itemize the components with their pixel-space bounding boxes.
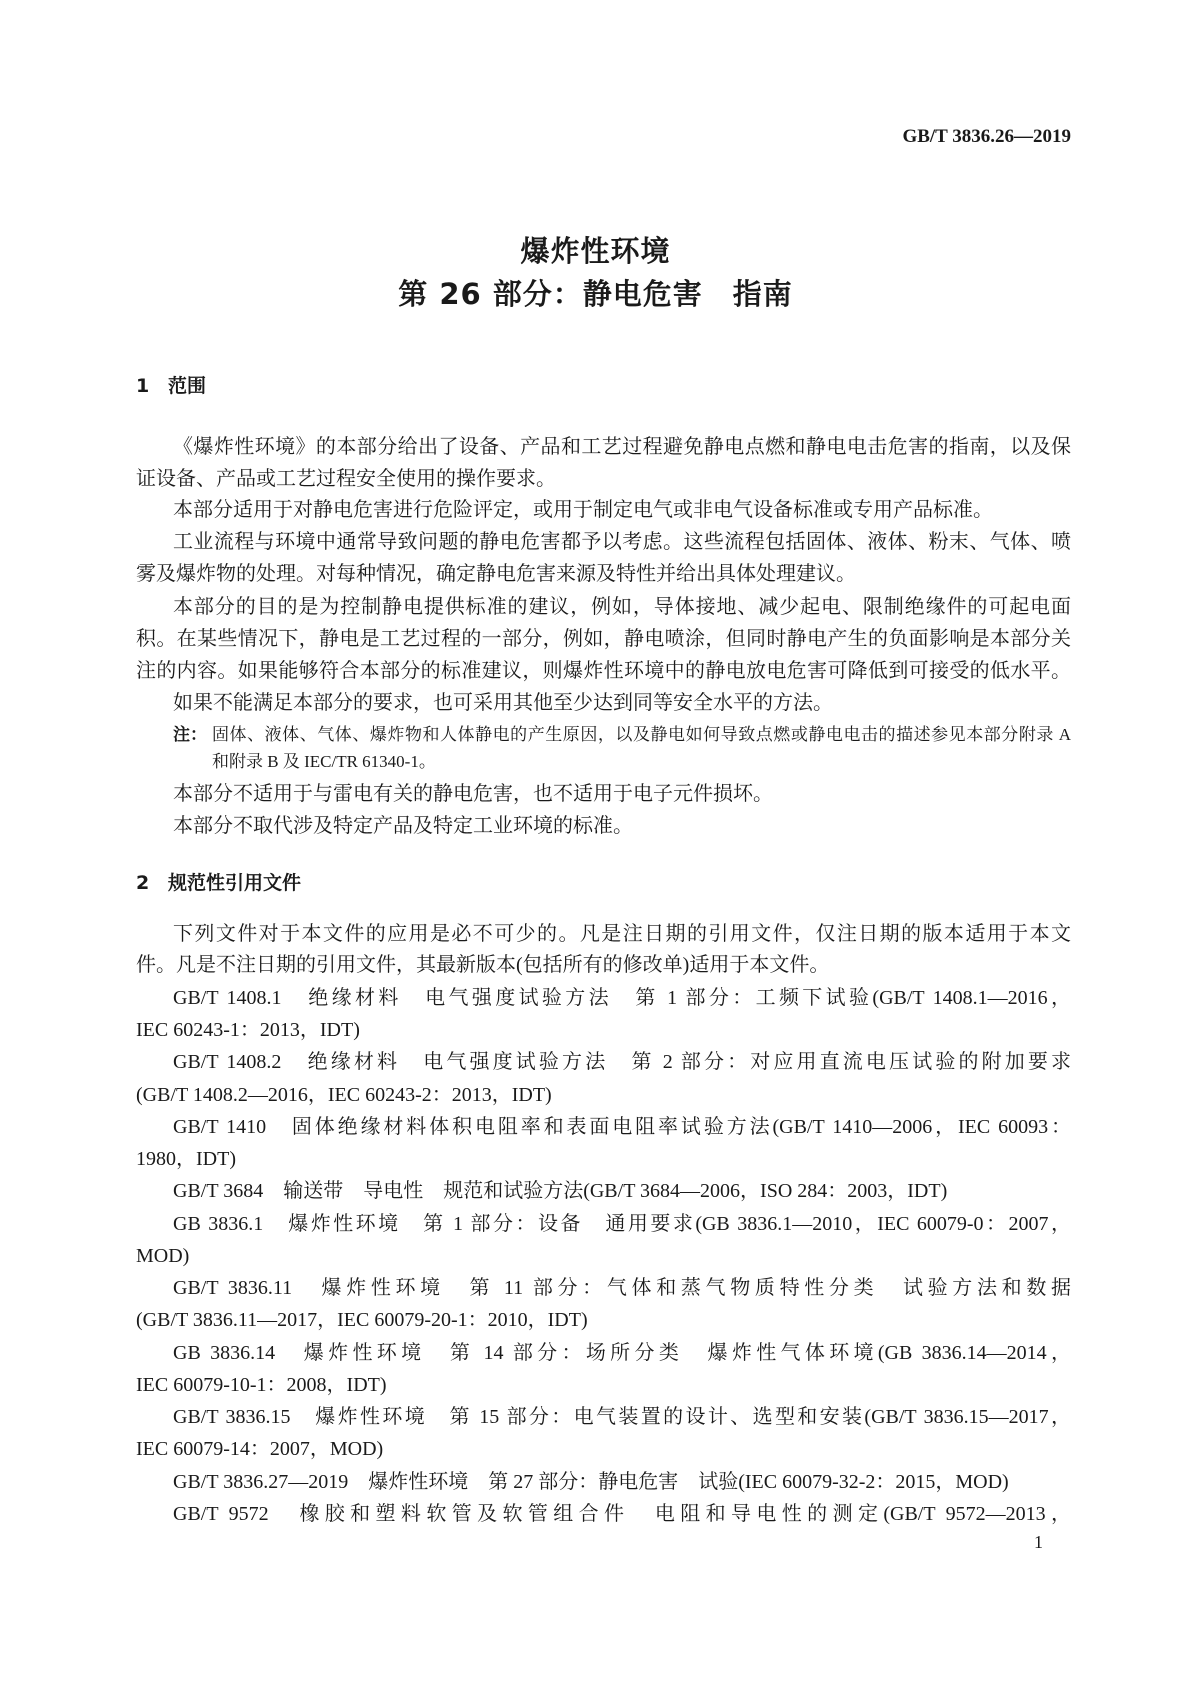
text-line: 《爆炸性环境》的本部分给出了设备、产品和工艺过程避免静电点燃和静电电击危害的指南，以及保 bbox=[173, 436, 1071, 458]
note-line: 和附录 B 及 IEC/TR 61340-1。 bbox=[212, 752, 436, 771]
text-line: 雾及爆炸物的处理。对每种情况，确定静电危害来源及特性并给出具体处理建议。 bbox=[136, 563, 856, 585]
reference-line: IEC 60079-10-1：2008，IDT) bbox=[136, 1374, 387, 1396]
reference-line: (GB/T 3836.11—2017，IEC 60079-20-1：2010，IDT) bbox=[136, 1309, 588, 1331]
standard-code-header: GB/T 3836.26—2019 bbox=[902, 126, 1071, 147]
text-line: 本部分的目的是为控制静电提供标准的建议，例如，导体接地、减少起电、限制绝缘件的可起电面 bbox=[173, 596, 1071, 618]
reference-line: MOD) bbox=[136, 1245, 190, 1267]
section-heading-normative-references bbox=[136, 868, 301, 895]
text-line: 本部分适用于对静电危害进行危险评定，或用于制定电气或非电气设备标准或专用产品标准。 bbox=[173, 499, 993, 521]
document-subtitle: 第 26 部分：静电危害 指南 bbox=[398, 277, 793, 311]
reference-line: GB/T 3836.15 爆炸性环境 第 15 部分：电气装置的设计、选型和安装(GB/T 3836.15—2017， bbox=[173, 1406, 1071, 1428]
reference-line: GB/T 1410 固体绝缘材料体积电阻率和表面电阻率试验方法(GB/T 1410—2006，IEC 60093： bbox=[173, 1116, 1071, 1138]
text-line: 本部分不适用于与雷电有关的静电危害，也不适用于电子元件损坏。 bbox=[173, 783, 773, 805]
text-line: 本部分不取代涉及特定产品及特定工业环境的标准。 bbox=[173, 815, 633, 837]
reference-line: (GB/T 1408.2—2016，IEC 60243-2：2013，IDT) bbox=[136, 1084, 552, 1106]
reference-line: GB/T 1408.2 绝缘材料 电气强度试验方法 第 2 部分：对应用直流电压试验的附加要求 bbox=[173, 1051, 1071, 1073]
section-title: 范围 bbox=[168, 375, 207, 397]
text-line: 注的内容。如果能够符合本部分的标准建议，则爆炸性环境中的静电放电危害可降低到可接受的低水平。 bbox=[136, 660, 1071, 682]
document-title: 爆炸性环境 bbox=[520, 234, 671, 268]
page-number: 1 bbox=[1034, 1532, 1043, 1552]
section-number: 2 bbox=[136, 872, 150, 894]
text-line: 积。在某些情况下，静电是工艺过程的一部分，例如，静电喷涂，但同时静电产生的负面影响是本部分关 bbox=[136, 628, 1071, 650]
note-line: 固体、液体、气体、爆炸物和人体静电的产生原因，以及静电如何导致点燃或静电电击的描述参见本部分附录 A bbox=[212, 725, 1071, 744]
reference-line: GB/T 1408.1 绝缘材料 电气强度试验方法 第 1 部分：工频下试验(GB/T 1408.1—2016， bbox=[173, 987, 1071, 1009]
reference-line: GB/T 3684 输送带 导电性 规范和试验方法(GB/T 3684—2006，ISO 284：2003，IDT) bbox=[173, 1180, 948, 1202]
reference-line: GB/T 3836.27—2019 爆炸性环境 第 27 部分：静电危害 试验(IEC 60079-32-2：2015，MOD) bbox=[173, 1471, 1009, 1493]
reference-line: IEC 60243-1：2013，IDT) bbox=[136, 1019, 360, 1041]
reference-line: GB/T 3836.11 爆炸性环境 第 11 部分：气体和蒸气物质特性分类 试验方法和数据 bbox=[173, 1277, 1071, 1299]
text-line: 件。凡是不注日期的引用文件，其最新版本(包括所有的修改单)适用于本文件。 bbox=[136, 954, 830, 976]
text-line: 如果不能满足本部分的要求，也可采用其他至少达到同等安全水平的方法。 bbox=[173, 692, 833, 714]
reference-line: 1980，IDT) bbox=[136, 1148, 236, 1170]
section-title: 规范性引用文件 bbox=[168, 872, 302, 894]
section-number: 1 bbox=[136, 375, 150, 397]
reference-line: IEC 60079-14：2007，MOD) bbox=[136, 1438, 384, 1460]
reference-line: GB/T 9572 橡胶和塑料软管及软管组合件 电阻和导电性的测定(GB/T 9572—2013， bbox=[173, 1503, 1071, 1525]
reference-line: GB 3836.14 爆炸性环境 第 14 部分：场所分类 爆炸性气体环境(GB 3836.14—2014， bbox=[173, 1342, 1071, 1364]
text-line: 证设备、产品或工艺过程安全使用的操作要求。 bbox=[136, 468, 556, 490]
reference-line: GB 3836.1 爆炸性环境 第 1 部分：设备 通用要求(GB 3836.1—2010，IEC 60079-0：2007， bbox=[173, 1213, 1071, 1235]
text-line: 工业流程与环境中通常导致问题的静电危害都予以考虑。这些流程包括固体、液体、粉末、气体、喷 bbox=[173, 531, 1071, 553]
section-heading-scope bbox=[136, 371, 206, 398]
text-line: 下列文件对于本文件的应用是必不可少的。凡是注日期的引用文件，仅注日期的版本适用于本文 bbox=[173, 923, 1071, 945]
note-label: 注： bbox=[173, 725, 207, 744]
